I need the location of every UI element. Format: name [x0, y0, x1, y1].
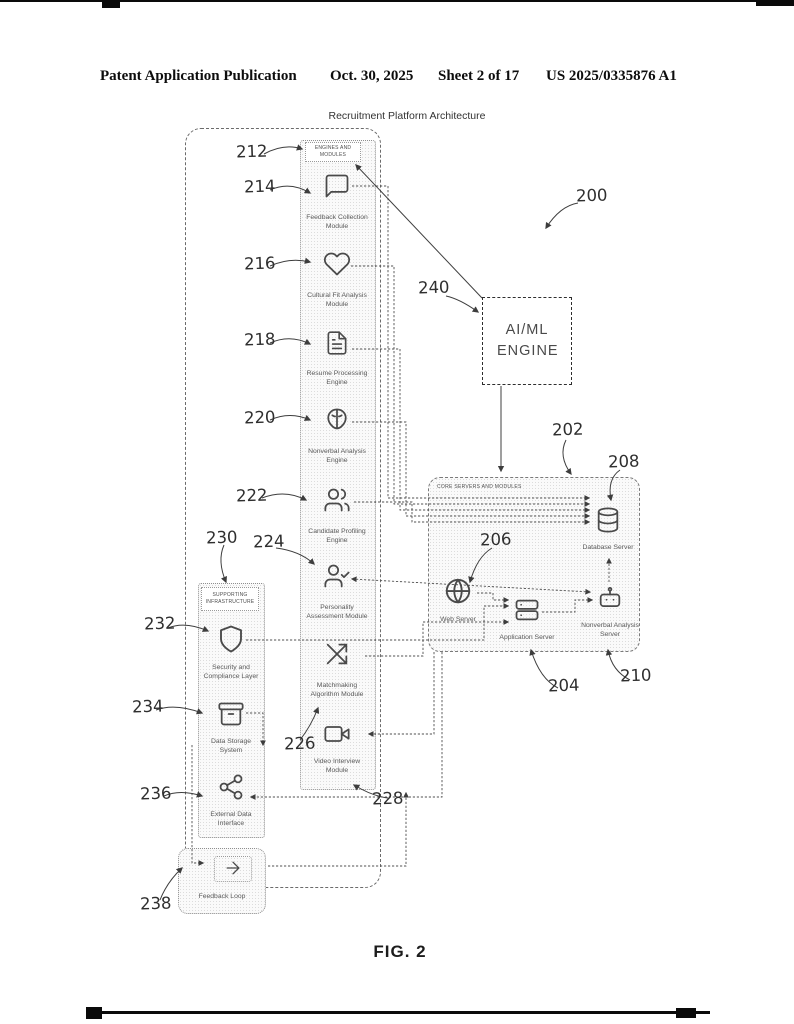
node-candidate-profiling: [301, 486, 373, 545]
node-label: Feedback Collection Module: [306, 214, 368, 231]
ref-208-label: 208: [607, 451, 640, 472]
ref-214-label: 214: [243, 176, 276, 197]
node-web-server: [422, 576, 494, 624]
document-icon: [324, 330, 350, 361]
share-network-icon: [217, 773, 245, 806]
node-label: Resume Processing Engine: [306, 370, 368, 387]
node-label: Cultural Fit Analysis Module: [307, 292, 367, 309]
node-label: Security and Compliance Layer: [203, 664, 259, 681]
brain-icon: [323, 406, 351, 439]
scan-artifact-bottom-left-blob: [86, 1007, 102, 1019]
node-feedback-loop: [215, 858, 251, 883]
ai-ml-label: AI/ML ENGINE: [497, 321, 559, 359]
users-icon: [323, 486, 351, 519]
node-label: Nonverbal Analysis Engine: [308, 448, 366, 465]
node-nonverbal-engine: [301, 406, 373, 465]
database-icon: [594, 506, 622, 539]
ref-224-label: 224: [252, 531, 285, 552]
ref-228-label: 228: [371, 788, 404, 809]
robot-icon: [596, 584, 624, 617]
ref-212-label: 212: [235, 141, 268, 162]
shield-icon: [216, 624, 246, 659]
node-application-server: [491, 596, 563, 642]
node-label: Personality Assessment Module: [306, 604, 368, 621]
node-personality-assessment: [301, 562, 373, 621]
node-database-server: [572, 506, 644, 552]
header-sheet: Sheet 2 of 17: [438, 68, 520, 84]
ref-236-label: 236: [139, 783, 172, 804]
ref-230-label: 230: [205, 527, 238, 548]
ref-238-label: 238: [139, 893, 172, 914]
scan-artifact-bottom-right-blob: [676, 1008, 696, 1018]
node-label: Matchmaking Algorithm Module: [310, 682, 364, 699]
node-label: External Data Interface: [210, 811, 252, 828]
scan-artifact-top-blob: [102, 0, 120, 8]
node-feedback-collection: [301, 172, 373, 231]
node-data-storage: [198, 700, 264, 755]
node-matchmaking: [301, 640, 373, 699]
arrow-right-icon: [223, 858, 243, 883]
ref-210-label: 210: [619, 665, 652, 686]
servers-group-label: CORE SERVERS AND MODULES: [437, 484, 522, 490]
ref-206-label: 206: [479, 529, 512, 550]
node-label: Video Interview Module: [313, 758, 361, 775]
ref-204-label: 204: [547, 675, 580, 696]
shuffle-icon: [323, 640, 351, 673]
header-patent-number: US 2025/0335876 A1: [546, 68, 677, 84]
node-ai-ml-engine: [482, 297, 572, 385]
ref-226-label: 226: [283, 733, 316, 754]
node-label: Candidate Profiling Engine: [308, 528, 366, 545]
ref-220-label: 220: [243, 407, 276, 428]
header-publication: Patent Application Publication: [100, 68, 297, 84]
heart-icon: [323, 250, 351, 283]
ref-234-label: 234: [131, 696, 164, 717]
person-check-icon: [323, 562, 351, 595]
storage-icon: [217, 700, 245, 733]
scan-artifact-bottom-line: [86, 1011, 710, 1014]
video-camera-icon: [323, 720, 351, 753]
ref-240-label: 240: [417, 277, 450, 298]
node-external-data: [198, 773, 264, 828]
ref-216-label: 216: [243, 253, 276, 274]
globe-icon: [443, 576, 473, 611]
node-label: Database Server: [582, 544, 634, 551]
ref-218-label: 218: [243, 329, 276, 350]
node-resume-processing: [301, 330, 373, 387]
infrastructure-group-label: SUPPORTING INFRASTRUCTURE: [201, 587, 259, 611]
ref-222-label: 222: [235, 485, 268, 506]
engines-group-label: ENGINES AND MODULES: [305, 142, 361, 162]
ref-232-label: 232: [143, 613, 176, 634]
node-label: Application Server: [499, 634, 555, 641]
node-cultural-fit: [301, 250, 373, 309]
node-label: Web Server: [440, 616, 476, 623]
node-nonverbal-server: [574, 584, 646, 639]
diagram-title: Recruitment Platform Architecture: [328, 110, 486, 122]
header-date: Oct. 30, 2025: [330, 68, 414, 84]
feedback-loop-label: Feedback Loop: [198, 893, 246, 900]
server-stack-icon: [513, 596, 541, 629]
ref-200-label: 200: [575, 185, 608, 206]
node-security: [198, 624, 264, 681]
ref-202-label: 202: [551, 419, 584, 440]
figure-caption: FIG. 2: [373, 942, 427, 961]
node-label: Data Storage System: [210, 738, 252, 755]
speech-bubble-icon: [323, 172, 351, 205]
scan-artifact-top-right-blob: [756, 0, 794, 6]
node-label: Nonverbal Analysis Server: [581, 622, 639, 639]
